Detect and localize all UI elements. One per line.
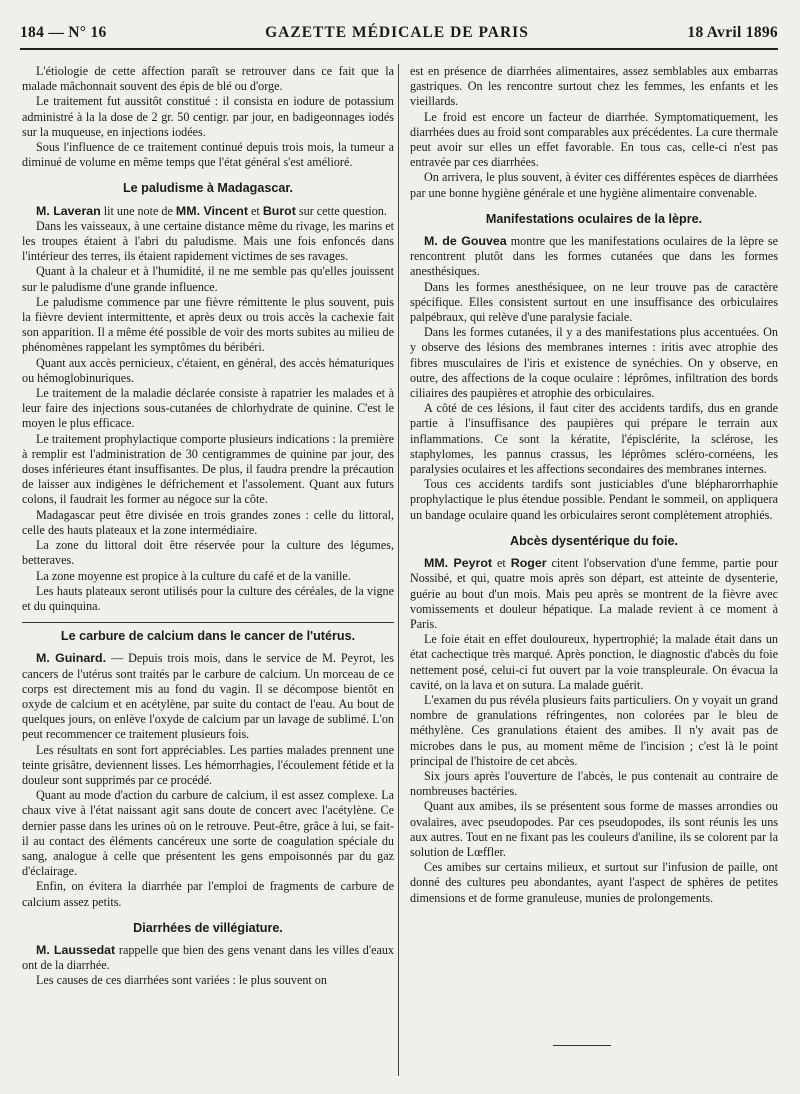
author-name: MM. Peyrot <box>424 556 493 571</box>
column-divider <box>398 64 399 1076</box>
paragraph: Le traitement fut aussitôt constitué : il consista en iodure de potassium administré à la la dose de 2 gr. 50 centigr. par jour, en badigeonnages iodés sur la muqueuse, en injections iodées. <box>22 94 394 139</box>
text-run: montre que les manifestations oculaires de la lèpre se rencontrent plutôt dans les formes cutanées que dans les formes anesthésiques. <box>410 234 778 279</box>
paragraph: Le paludisme commence par une fièvre rémittente le plus souvent, puis la fièvre devient intermittente, et après deux ou trois accès la cachexie fait son apparition. Il a même été possible de voir des morts subites au milieu de phénomènes rappelant les symptômes du béribéri. <box>22 294 394 355</box>
author-name: Roger <box>510 556 547 571</box>
paragraph: On arrivera, le plus souvent, à éviter ces différentes espèces de diarrhées par une bonne hygiène générale et une hygiène alimentaire convenable. <box>410 170 778 200</box>
author-name: M. Laussedat <box>36 942 116 957</box>
section-heading-diarrhees: Diarrhées de villégiature. <box>133 920 283 935</box>
paragraph: Sous l'influence de ce traitement continué depuis trois mois, la tumeur a diminué de volume en même temps que l'état général s'est amélioré. <box>22 140 394 170</box>
author-name: MM. Vincent <box>175 203 248 218</box>
paragraph: L'examen du pus révéla plusieurs faits particuliers. On y voyait un grand nombre de granulations réfringentes, non colorées par le bleu de méthylène. Ces granulations étaient des amibes. Il n'y avait pas de microbes dans le pus, au moment même de l'incision ; c'est là le point principal de l'histoire de cet abcès. <box>410 692 778 768</box>
paragraph: Le foie était en effet douloureux, hypertrophié; la malade était dans un état cachectique très marqué. Après ponction, le diagnostic d'abcès du foie nettement posé, celui-ci fut ouvert par la voie transpleurale. On évacua la cavité, on la lava et on sutura. La malade guérit. <box>410 632 778 692</box>
paragraph: est en présence de diarrhées alimentaires, assez semblables aux embarras gastriques. On les rencontre surtout chez les femmes, les enfants et les vieillards. <box>410 64 778 109</box>
paragraph: Tous ces accidents tardifs sont justiciables d'une blépharorrhaphie prophylactique le plus étendue possible. Pendant le sommeil, on appliquera un bandage oculaire quand les orbiculaires seront complètement atrophiés. <box>410 477 778 522</box>
author-name: M. Guinard. <box>36 651 107 666</box>
section-heading-carbure: Le carbure de calcium dans le cancer de l'utérus. <box>60 629 356 644</box>
author-name: Burot <box>262 203 296 218</box>
paragraph <box>410 556 778 632</box>
journal-title: GAZETTE MÉDICALE DE PARIS <box>265 24 529 41</box>
text-run: rappelle que bien des gens venant dans les villes d'eaux ont de la diarrhée. <box>22 942 394 973</box>
section-divider <box>22 622 394 623</box>
page-number: 184 — N° 16 <box>20 24 107 41</box>
paragraph <box>410 234 778 280</box>
section-heading-abces: Abcès dysentérique du foie. <box>510 533 678 548</box>
section-heading-lepre: Manifestations oculaires de la lèpre. <box>485 211 703 226</box>
text-run: — Depuis trois mois, dans le service de M. Peyrot, les cancers de l'utérus sont traités par le carbure de calcium. Un morceau de ce corps est directement mis au fond du vagin. Il se décompose bientôt en oxyde de calcium et en acétylène, par suite du contact de l'eau. Au bout de quelques jours, on enlève l'oxyde de calcium par un lavage de sublimé. L'on peut recommencer ce traitement plusieurs fois. <box>22 651 394 742</box>
paragraph: L'étiologie de cette affection paraît se retrouver dans ce fait que la malade mâchonnait souvent des épis de blé ou d'orge. <box>22 64 394 94</box>
author-name: M. de Gouvea <box>424 234 507 249</box>
paragraph: Dans les formes anesthésiquee, on ne leur trouve pas de caractère spécifique. Elles consistent surtout en une insuffisance des orbiculaires palpébraux, qui relève d'une paralysie faciale. <box>410 279 778 325</box>
end-rule <box>553 1045 611 1046</box>
paragraph: Ces amibes sur certains milieux, et surtout sur l'infusion de paille, ont donné des cultures peu abondantes, ayant l'aspect de sphères de petites dimensions et de forme granuleuse, munies de prolongements. <box>410 860 778 905</box>
paragraph: A côté de ces lésions, il faut citer des accidents tardifs, dus en grande partie à l'insuffisance des paupières qui prépare le terrain aux inflammations. Ce sont la kératite, l'épisclérite, la sclérose, les staphylomes, les pannus crassus, les léprômes scléro-cornéens, les paralysies oculaires et les affections secondaires des membranes internes. <box>410 401 778 477</box>
paragraph: Quant à la chaleur et à l'humidité, il ne me semble pas qu'elles jouissent sur le paludisme d'une grande influence. <box>22 264 394 294</box>
paragraph: Quant au mode d'action du carbure de calcium, il est assez complexe. La chaux vive à l'état naissant agit sans doute de concert avec l'acétylène. Ce dernier passe dans les urines où on le retrouve. Peut-être, grâce à lui, se fait-il au contact des éléments cancéreux une sorte de coagulation spéciale du sang, analogue à celle que présentent les gens empoisonnés par du gaz d'éclairage. <box>22 788 394 879</box>
paragraph: Dans les vaisseaux, à une certaine distance même du rivage, les marins et les troupes étaient à l'abri du paludisme. Mais une fois enfoncés dans l'intérieur des terres, ils étaient rapidement victimes de ses ravages. <box>22 218 394 264</box>
paragraph: Les résultats en sont fort appréciables. Les parties malades prennent une teinte grisâtre, deviennent lisses. Les hémorrhagies, l'écoulement fétide et la douleur sont supprimés par ce procédé. <box>22 742 394 787</box>
paragraph: Dans les formes cutanées, il y a des manifestations plus accentuées. On y observe des lésions des membranes internes : iritis avec atrophie des fibres musculaires de l'iris et existence de synéchies. On y observe, en outre, des affections de la coque oculaire : léprômes, infiltration des bords ciliaires des paupières et atrophie des orbiculaires. <box>410 325 778 401</box>
paragraph: Quant aux accès pernicieux, c'étaient, en général, des accès hématuriques ou hémoglobinuriques. <box>22 355 394 385</box>
paragraph: Le traitement prophylactique comporte plusieurs indications : la première à remplir est l'administration de 30 centigrammes de quinine par jour, des doses inférieures étant insuffisantes. De plus, il faudra prendre la précaution de laisser aux indigènes le défrichement et l'assolement. Quant aux futurs colons, il faudrait les former au négoce sur la côte. <box>22 431 394 507</box>
paragraph: Six jours après l'ouverture de l'abcès, le pus contenait au contraire de nombreuses bactéries. <box>410 768 778 799</box>
page-header <box>20 18 778 50</box>
paragraph: Madagascar peut être divisée en trois grandes zones : celle du littoral, celle des hauts plateaux et la zone intermédiaire. <box>22 507 394 537</box>
paragraph <box>22 943 394 973</box>
left-column <box>22 64 394 989</box>
paragraph: La zone moyenne est propice à la culture du café et de la vanille. <box>36 568 351 583</box>
paragraph: Les hauts plateaux seront utilisés pour la culture des céréales, de la vigne et du quinquina. <box>22 583 394 613</box>
issue-date: 18 Avril 1896 <box>687 24 778 41</box>
section-heading-paludisme: Le paludisme à Madagascar. <box>122 181 294 196</box>
text-run: citent l'observation d'une femme, partie pour Nossibé, et qui, quatre mois après son départ, est atteinte de dysenterie, guérie au bout d'un mois. Mais peu après se montrent de la fièvre avec vomissements et douleur hépatique. La malade revient à ce moment à Paris. <box>410 556 778 631</box>
paragraph: Quant aux amibes, ils se présentent sous forme de masses arrondies ou ovalaires, avec pseudopodes. Par ces pseudopodes, ils sont réunis les uns aux autres. Tout en ne fixant pas les couleurs d'aniline, ils se colorent par la solution de Lœffler. <box>410 799 778 859</box>
right-column <box>410 64 778 906</box>
paragraph: Le froid est encore un facteur de diarrhée. Symptomatiquement, les diarrhées dues au froid sont comparables aux précédentes. La cure thermale peut avoir sur elles un effet favorable. En tous cas, celle-ci n'est pas entravée par ces diarrhées. <box>410 109 778 170</box>
text-run: lit une note de <box>100 203 176 218</box>
text-run: sur cette question. <box>295 203 387 218</box>
paragraph: La zone du littoral doit être réservée pour la culture des légumes, betteraves. <box>22 538 394 568</box>
text-run: et <box>492 556 511 571</box>
paragraph <box>22 204 394 219</box>
paragraph <box>22 651 394 742</box>
author-name: M. Laveran <box>36 203 101 218</box>
text-run: et <box>247 203 263 218</box>
paragraph: Le traitement de la maladie déclarée consiste à rapatrier les malades et à leur faire des injections sous-cutanées de chlorhydrate de quinine. C'est le moyen le plus efficace. <box>22 386 394 431</box>
paragraph: Les causes de ces diarrhées sont variées : le plus souvent on <box>36 973 327 988</box>
paragraph: Enfin, on évitera la diarrhée par l'emploi de fragments de carbure de calcium assez petits. <box>22 879 394 909</box>
